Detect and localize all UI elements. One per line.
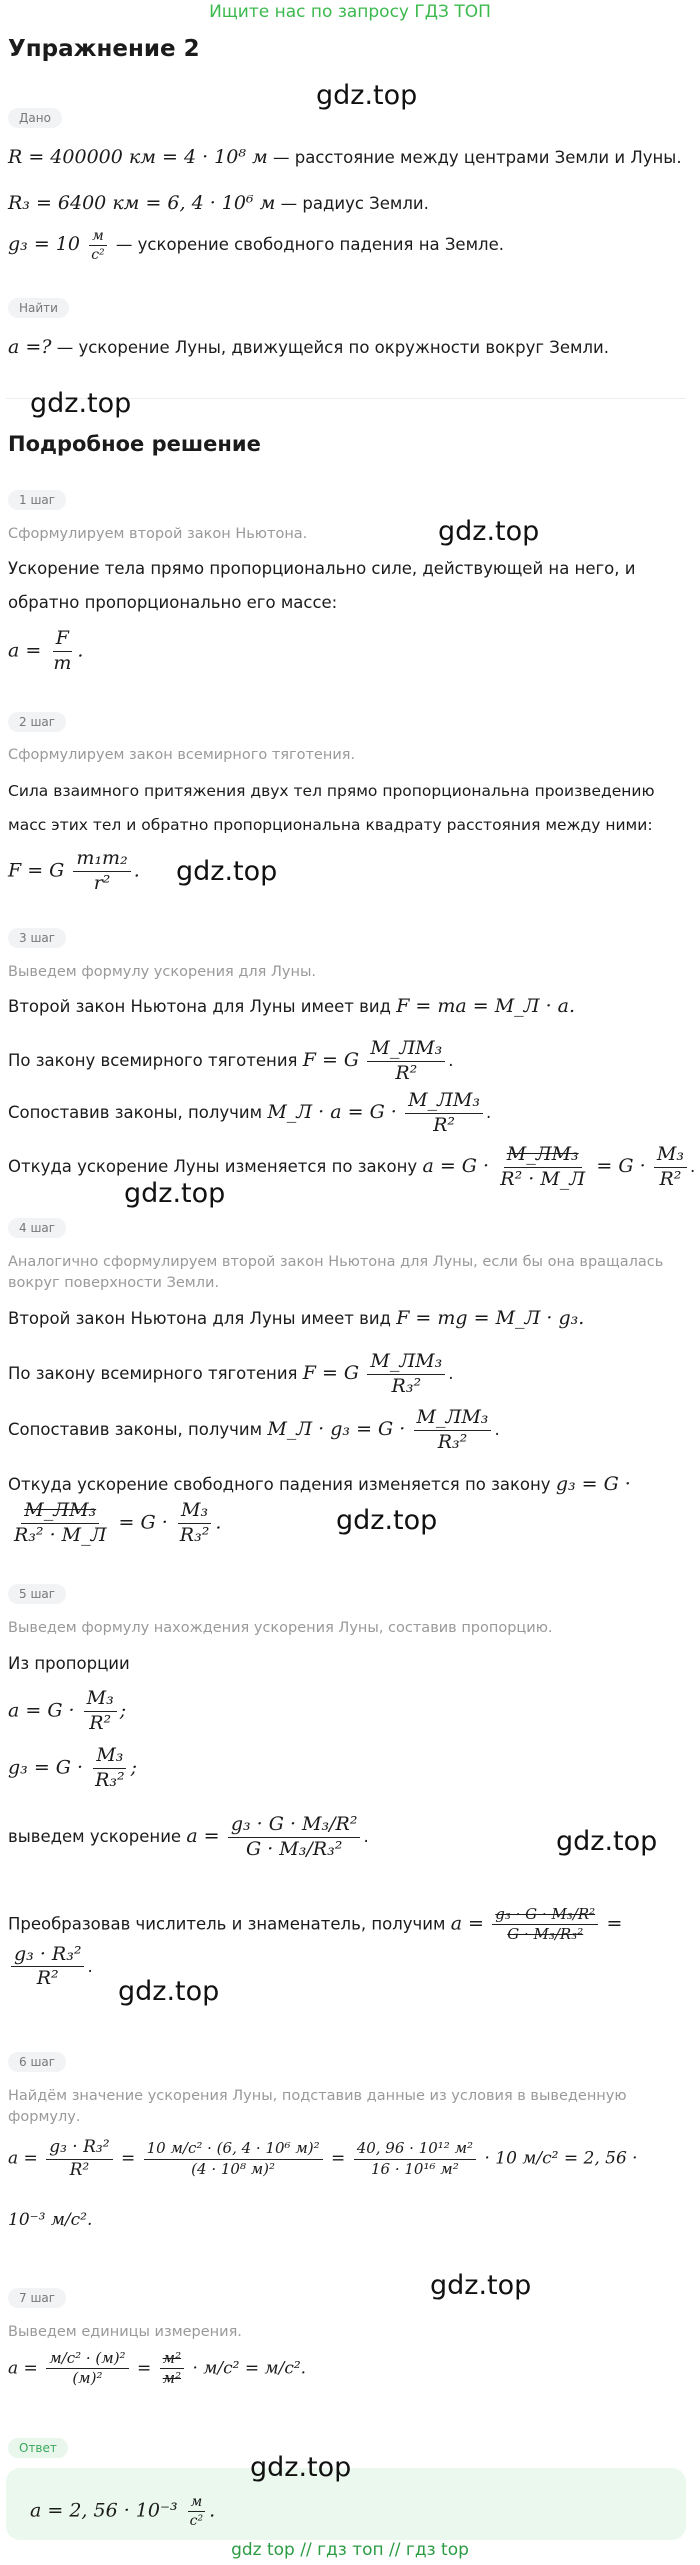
step-7-label: 7 шаг: [8, 2288, 66, 2308]
step-4-hint-2: вокруг поверхности Земли.: [8, 1275, 220, 1291]
step-3-hint: Выведем формулу ускорения для Луны.: [8, 964, 316, 980]
answer-label: Ответ: [8, 2438, 68, 2458]
step-1-formula: a = $\frac{F}{m}$ .: [8, 627, 84, 674]
watermark: gdz.top: [438, 516, 540, 547]
watermark: gdz.top: [30, 388, 132, 419]
step-4-line-4: Откуда ускорение свободного падения изменяется по закону g₃ = G ·: [8, 1473, 631, 1495]
watermark: gdz.top: [556, 1826, 658, 1857]
find-line: a =? — ускорение Луны, движущейся по окружности вокруг Земли.: [8, 336, 609, 358]
step-6-hint-1: Найдём значение ускорения Луны, подставив данные из условия в выведенную: [8, 2088, 627, 2104]
step-4-line-3: Сопоставив законы, получим M_Л · g₃ = G · $\frac{\text{M\_ЛM₃}}{\text{R₃²}}$ .: [8, 1406, 500, 1453]
solution-title: Подробное решение: [8, 432, 261, 456]
step-6-hint-2: формулу.: [8, 2109, 81, 2125]
step-2-text-1: Сила взаимного притяжения двух тел прямо пропорциональна произведению: [8, 782, 655, 800]
step-4-label: 4 шаг: [8, 1218, 66, 1238]
step-4-line-1: Второй закон Ньютона для Луны имеет вид F = mg = M_Л · g₃.: [8, 1307, 585, 1329]
bottom-site-link[interactable]: gdz top // гдз топ // гдз top: [231, 2540, 469, 2560]
step-5-label: 5 шаг: [8, 1584, 66, 1604]
watermark: gdz.top: [124, 1178, 226, 1209]
step-5-line-3: g₃ = G · $\frac{\text{M₃}}{\text{R₃²}}$ ;: [8, 1744, 138, 1791]
watermark: gdz.top: [250, 2452, 352, 2483]
step-6-label: 6 шаг: [8, 2052, 66, 2072]
step-1-text-1: Ускорение тела прямо пропорционально силе, действующей на него, и: [8, 559, 636, 578]
step-3-line-2: По закону всемирного тяготения F = G $\frac{\text{M\_ЛM₃}}{\text{R²}}$ .: [8, 1037, 454, 1084]
given-line-3: g₃ = 10 $\frac{м}{\text{c²}}$ — ускорение свободного падения на Земле.: [8, 228, 504, 264]
given-line-1: R = 400000 км = 4 · 10⁸ м — расстояние между центрами Земли и Луны.: [8, 146, 682, 168]
top-search-hint-link[interactable]: Ищите нас по запросу ГДЗ ТОП: [209, 2, 491, 22]
step-3-line-4: Откуда ускорение Луны изменяется по закону a = G · $\frac{\text{M\_ЛM₃}}{\text{R² · M\_Л}}$ = G · $\frac{\text{M₃}}{\text{R²}}$ .: [8, 1143, 696, 1190]
watermark: gdz.top: [336, 1505, 438, 1536]
answer-value: a = 2, 56 · 10⁻³ $\frac{м}{\text{c²}}$ .: [30, 2494, 216, 2530]
watermark: gdz.top: [176, 856, 278, 887]
step-4-line-2: По закону всемирного тяготения F = G $\frac{\text{M\_ЛM₃}}{\text{R₃²}}$ .: [8, 1350, 454, 1397]
exercise-title: Упражнение 2: [8, 36, 200, 62]
watermark: gdz.top: [430, 2270, 532, 2301]
step-2-formula: F = G $\frac{\text{m₁m₂}}{\text{r²}}$ .: [8, 847, 140, 894]
step-6-line-2: 10⁻³ м/c².: [8, 2210, 93, 2230]
step-7-hint: Выведем единицы измерения.: [8, 2324, 242, 2340]
step-2-text-2: масс этих тел и обратно пропорциональна квадрату расстояния между ними:: [8, 816, 653, 834]
step-3-line-3: Сопоставив законы, получим M_Л · a = G · $\frac{\text{M\_ЛM₃}}{\text{R²}}$ .: [8, 1089, 492, 1136]
step-3-label: 3 шаг: [8, 928, 66, 948]
step-5-line-2: a = G · $\frac{\text{M₃}}{\text{R²}}$ ;: [8, 1687, 127, 1734]
step-4-line-5: $\frac{\text{M\_ЛM₃}}{\text{R₃² · M\_Л}}$ = G · $\frac{\text{M₃}}{\text{R₃²}}$ .: [14, 1499, 222, 1546]
step-1-text-2: обратно пропорционально его массе:: [8, 593, 338, 612]
watermark: gdz.top: [316, 80, 418, 111]
given-label: Дано: [8, 108, 62, 128]
step-5-hint: Выведем формулу нахождения ускорения Луны, составив пропорцию.: [8, 1620, 553, 1636]
step-6-line-1: a = $\frac{\text{g₃ · R₃²}}{\text{R²}}$ = $\frac{\text{10 м/c² · (6, 4 · 10⁶ м)²}}{\text{(4 · 10⁸ м)²}}$ = $\frac{\text{40, 96 · 10¹² м²}}{\text{16 · 10¹⁶ м²}}$ · 10 м/c² = 2, 56 ·: [8, 2137, 638, 2180]
step-4-hint-1: Аналогично сформулируем второй закон Ньютона для Луны, если бы она вращалась: [8, 1254, 664, 1270]
step-5-line-5: Преобразовав числитель и знаменатель, получим a = $\frac{\text{g₃ · G · M₃/R²}}{\text{G · M₃/R₃²}}$ = $\frac{\text{g₃ · R₃²}}{\text{R²}}$ .: [8, 1905, 623, 1990]
step-5-line-4: выведем ускорение a = $\frac{\text{g₃ · G · M₃/R²}}{\text{G · M₃/R₃²}}$ .: [8, 1813, 369, 1860]
watermark: gdz.top: [118, 1976, 220, 2007]
step-7-line-1: a = $\frac{\text{м/c² · (м)²}}{\text{(м)²}}$ = $\frac{\text{м²}}{\text{м²}}$ · м/c² = м/c².: [8, 2349, 307, 2388]
step-5-line-1: Из пропорции: [8, 1654, 130, 1673]
given-line-2: R₃ = 6400 км = 6, 4 · 10⁶ м — радиус Земли.: [8, 192, 429, 214]
step-1-hint: Сформулируем второй закон Ньютона.: [8, 526, 308, 542]
step-2-label: 2 шаг: [8, 712, 66, 732]
step-3-line-1: Второй закон Ньютона для Луны имеет вид F = ma = M_Л · a.: [8, 995, 576, 1017]
step-1-label: 1 шаг: [8, 490, 66, 510]
step-2-hint: Сформулируем закон всемирного тяготения.: [8, 747, 356, 763]
find-label: Найти: [8, 298, 69, 318]
